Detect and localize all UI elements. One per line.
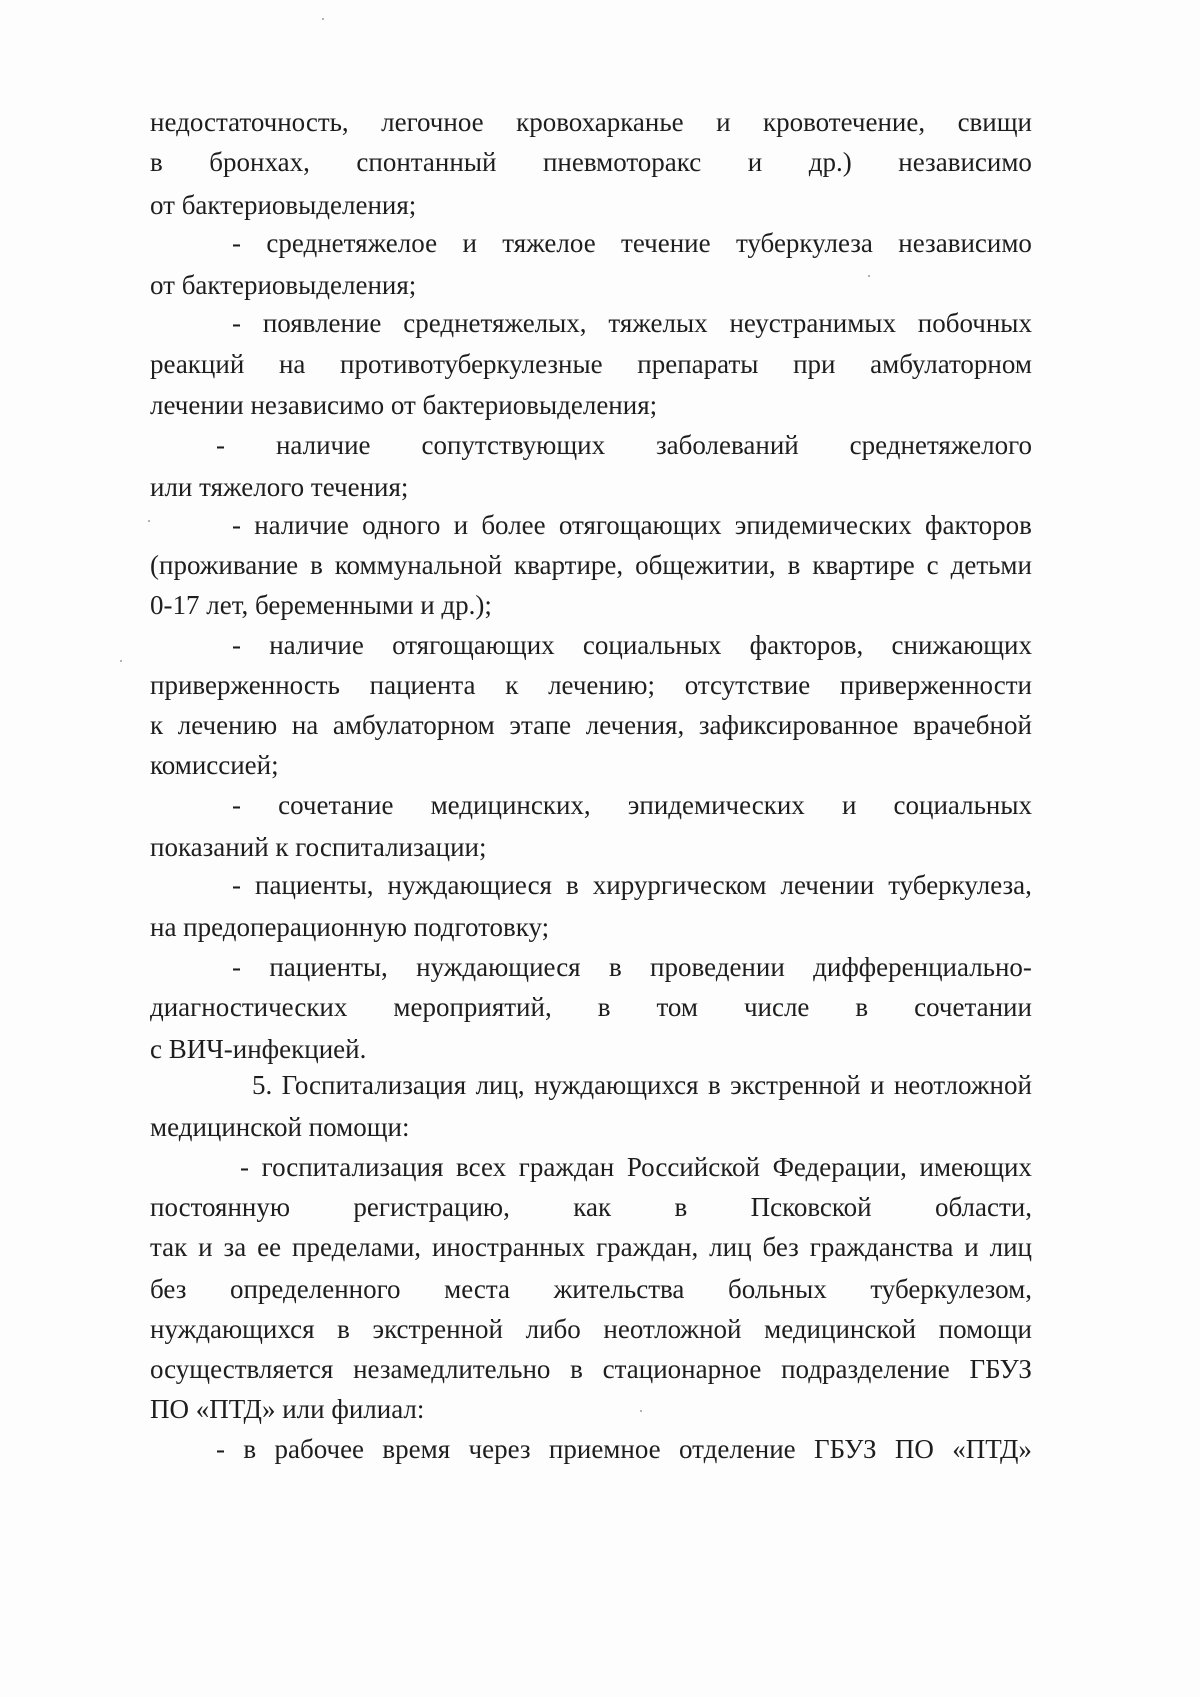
- text-line: лечении независимо от бактериовыделения;: [150, 390, 658, 420]
- text-line: - сочетание медицинских, эпидемических и социальных: [232, 790, 1032, 820]
- text-line: - среднетяжелое и тяжелое течение туберкулеза независимо: [232, 228, 1032, 258]
- text-line: показаний к госпитализации;: [150, 832, 487, 862]
- text-line: с ВИЧ-инфекцией.: [150, 1034, 367, 1064]
- text-line: постоянную регистрацию, как в Псковской области,: [150, 1192, 1032, 1222]
- scan-speck: [868, 275, 870, 277]
- text-line: - наличие одного и более отягощающих эпидемических факторов: [232, 510, 1032, 540]
- text-line: - наличие сопутствующих заболеваний среднетяжелого: [216, 430, 1032, 460]
- text-line: диагностических мероприятий, в том числе в сочетании: [150, 992, 1032, 1022]
- text-line: - госпитализация всех граждан Российской Федерации, имеющих: [240, 1152, 1032, 1182]
- text-line: - наличие отягощающих социальных факторов, снижающих: [232, 630, 1032, 660]
- text-line: (проживание в коммунальной квартире, общежитии, в квартире с детьми: [150, 550, 1032, 580]
- scan-speck: [120, 660, 122, 662]
- text-line: комиссией;: [150, 750, 279, 780]
- text-line: реакций на противотуберкулезные препараты при амбулаторном: [150, 349, 1032, 379]
- text-line: без определенного места жительства больных туберкулезом,: [150, 1274, 1032, 1304]
- scan-speck: [148, 520, 150, 522]
- text-line: - появление среднетяжелых, тяжелых неустранимых побочных: [232, 308, 1032, 338]
- scan-speck: [640, 1410, 642, 1412]
- text-line: приверженность пациента к лечению; отсутствие приверженности: [150, 670, 1032, 700]
- text-line: так и за ее пределами, иностранных граждан, лиц без гражданства и лиц: [150, 1232, 1032, 1262]
- text-line: от бактериовыделения;: [150, 270, 417, 300]
- text-line: или тяжелого течения;: [150, 472, 409, 502]
- text-line: к лечению на амбулаторном этапе лечения, зафиксированное врачебной: [150, 710, 1032, 740]
- text-line: - пациенты, нуждающиеся в хирургическом лечении туберкулеза,: [232, 870, 1032, 900]
- scan-speck: [322, 18, 324, 20]
- text-line: 0-17 лет, беременными и др.);: [150, 590, 492, 620]
- text-line: на предоперационную подготовку;: [150, 912, 550, 942]
- text-line: нуждающихся в экстренной либо неотложной медицинской помощи: [150, 1314, 1032, 1344]
- text-line: недостаточность, легочное кровохарканье и кровотечение, свищи: [150, 107, 1032, 137]
- text-line: - в рабочее время через приемное отделение ГБУЗ ПО «ПТД»: [216, 1434, 1032, 1464]
- text-line: в бронхах, спонтанный пневмоторакс и др.) независимо: [150, 147, 1032, 177]
- text-line: от бактериовыделения;: [150, 190, 417, 220]
- text-line: осуществляется незамедлительно в стационарное подразделение ГБУЗ: [150, 1354, 1032, 1384]
- text-line: ПО «ПТД» или филиал:: [150, 1394, 425, 1424]
- text-line: 5. Госпитализация лиц, нуждающихся в экстренной и неотложной: [252, 1070, 1032, 1100]
- text-line: медицинской помощи:: [150, 1112, 410, 1142]
- text-line: - пациенты, нуждающиеся в проведении дифференциально-: [232, 952, 1032, 982]
